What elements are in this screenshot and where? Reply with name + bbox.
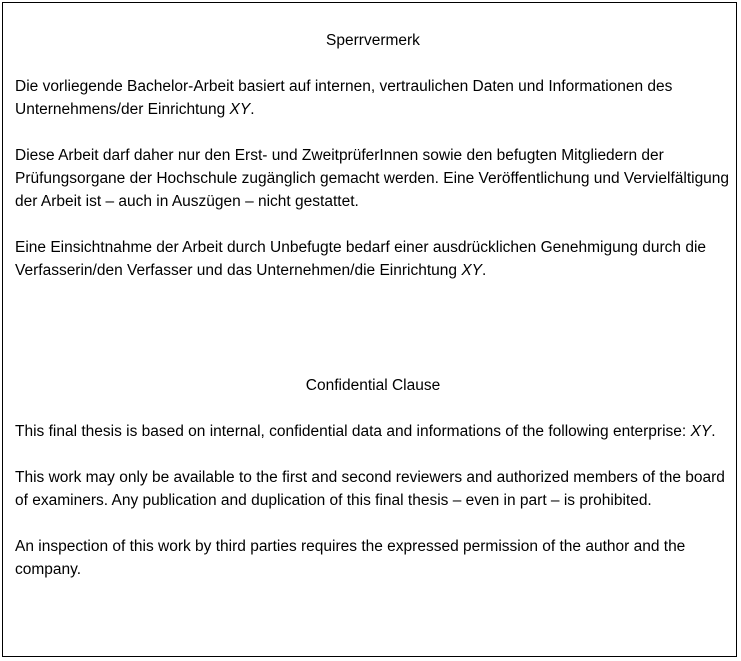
english-paragraph-2: This work may only be available to the first and second reviewers and authorized members of the board of examiners. Any publication and duplication of this final thesis – even in part – is prohibited.: [15, 469, 725, 509]
german-paragraph-3-text: Eine Einsichtnahme der Arbeit durch Unbefugte bedarf einer ausdrücklichen Genehmigung durch die Verfasserin/den Verfasser und das Unternehmen/die Einrichtung: [15, 239, 707, 279]
german-paragraph-1-end: .: [250, 101, 255, 118]
german-paragraph-1-placeholder: XY: [229, 101, 251, 118]
german-paragraph-3-end: .: [482, 262, 487, 279]
german-paragraph-1: [15, 75, 731, 121]
english-paragraph-1: [15, 420, 731, 443]
english-paragraph-3: An inspection of this work by third parties requires the expressed permission of the author and the company.: [15, 538, 686, 578]
document-content: [15, 29, 731, 604]
german-paragraph-3: [15, 236, 731, 282]
german-paragraph-3-placeholder: XY: [461, 262, 483, 279]
english-title: Confidential Clause: [305, 377, 441, 394]
english-paragraph-1-end: .: [711, 423, 716, 440]
german-paragraph-1-text: Die vorliegende Bachelor-Arbeit basiert auf internen, vertraulichen Daten und Informationen des Unternehmens/der Einrichtung: [15, 78, 673, 118]
german-paragraph-2: Diese Arbeit darf daher nur den Erst- und ZweitprüferInnen sowie den befugten Mitgliedern der Prüfungsorgane der Hochschule zugänglich gemacht werden. Eine Veröffentlichung und Vervielfältigung der Arbeit ist – auch in Auszügen – nicht gestattet.: [15, 147, 730, 210]
section-spacer: [15, 305, 731, 374]
document-frame: [2, 2, 737, 657]
german-title: Sperrvermerk: [326, 32, 420, 49]
english-paragraph-1-placeholder: XY: [690, 423, 712, 440]
english-paragraph-1-text: This final thesis is based on internal, confidential data and informations of the following enterprise:: [15, 423, 691, 440]
